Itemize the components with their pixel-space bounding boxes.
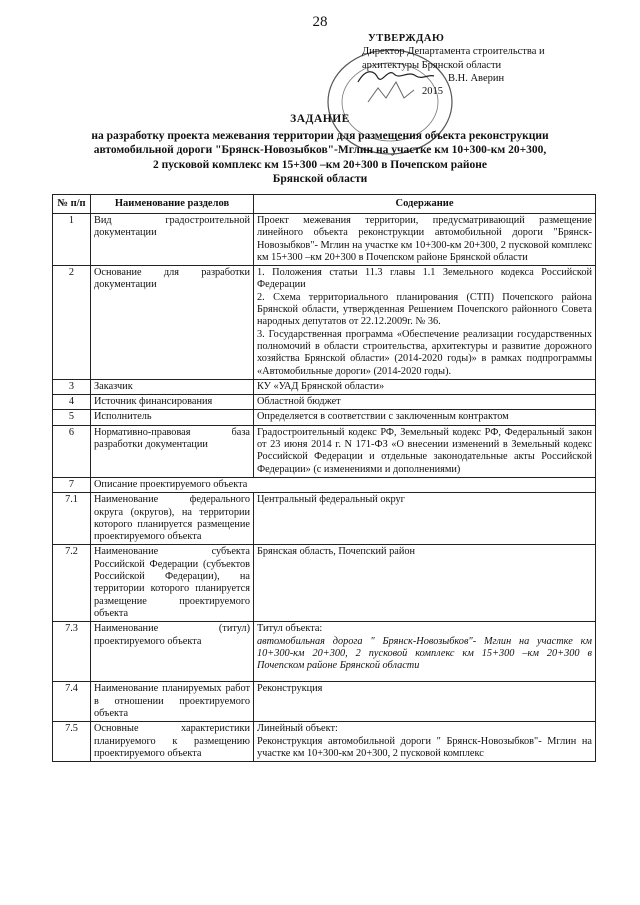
header-number: № п/п [53,195,91,214]
row-number: 7.3 [53,622,91,682]
row-section-name: Исполнитель [91,410,254,425]
row-section-name: Основание для разработки документации [91,266,254,380]
row-number: 3 [53,379,91,394]
row-content [254,622,596,682]
content-paragraph: КУ «УАД Брянской области» [257,380,385,392]
approval-block [362,32,592,98]
table-row [53,395,596,410]
header-content: Содержание [254,195,596,214]
row-number: 4 [53,395,91,410]
table-row [53,266,596,380]
handwritten-signature [356,66,436,86]
row-content [254,722,596,762]
row-section-name: Описание проектируемого объекта [91,477,596,492]
row-section-name: Источник финансирования [91,395,254,410]
content-paragraph: Титул объекта: [257,623,323,635]
row-number: 7 [53,477,91,492]
title-heading: ЗАДАНИЕ [290,113,350,125]
signature-line [362,72,592,85]
approval-position-line1: Директор Департамента строительства и [362,46,545,58]
content-paragraph: Реконструкция [257,683,323,695]
row-content [254,266,596,380]
row-section-name: Наименование планируемых работ в отношении проектируемого объекта [91,682,254,722]
row-content [254,379,596,394]
row-content [254,545,596,622]
content-paragraph: Областной бюджет [257,396,341,408]
document-title [70,112,570,187]
content-paragraph: Определяется в соответствии с заключенным контрактом [257,411,509,423]
table-row [53,622,596,682]
content-paragraph: автомобильная дорога " Брянск-Новозыбков"- Мглин на участке км 10+300-км 20+300, 2 пусковой комплекс км 15+300 –км 20+300 в Почепском районе Брянской области [257,635,592,672]
title-line: Брянской области [272,173,368,186]
date-line [362,85,592,98]
row-content [254,682,596,722]
row-section-name: Наименование федерального округа (округов), на территории которого планируется размещение проектируемого объекта [91,493,254,545]
row-content [254,395,596,410]
row-section-name: Заказчик [91,379,254,394]
table-header-row [53,195,596,214]
content-paragraph: 1. Положения статьи 11.3 главы 1.1 Земельного кодекса Российской Федерации [257,267,592,291]
header-section-name: Наименование разделов [91,195,254,214]
content-paragraph: Реконструкция автомобильной дороги " Брянск-Новозыбков"- Мглин на участке км 10+300-км 20+300, 2 пусковой комплекс [257,735,592,759]
approval-position-line2: архитектуры Брянской области [362,59,502,71]
row-section-name: Нормативно-правовая база разработки документации [91,425,254,477]
row-number: 7.2 [53,545,91,622]
title-line: на разработку проекта межевания территории для размещения объекта реконструкции [91,129,549,142]
table-row [53,477,596,492]
row-number: 7.4 [53,682,91,722]
row-number: 7.5 [53,722,91,762]
page-number: 28 [312,14,328,30]
title-line: автомобильной дороги "Брянск-Новозыбков"-Мглин на участке км 10+300-км 20+300, [93,144,547,157]
row-section-name: Основные характеристики планируемого к размещению проектируемого объекта [91,722,254,762]
content-paragraph: Градостроительный кодекс РФ, Земельный кодекс РФ, Федеральный закон от 23 июня 2014 г. N 171-ФЗ «О внесении изменений в Земельный кодекс Российской Федерации и отдельные законодательные акты Российской Федерации» (с изменениями и дополнениями) [257,426,592,475]
content-paragraph: Центральный федеральный округ [257,494,405,506]
table-row [53,493,596,545]
table-row [53,682,596,722]
content-paragraph: Брянская область, Почепский район [257,546,415,558]
table-row [53,410,596,425]
approval-year: 2015 [422,86,443,98]
title-line: 2 пусковой комплекс км 15+300 –км 20+300 в Почепском районе [153,158,487,171]
table-row [53,545,596,622]
task-table [52,194,596,762]
row-number: 6 [53,425,91,477]
row-content [254,214,596,266]
content-paragraph: Линейный объект: [257,723,338,735]
row-content [254,425,596,477]
row-section-name: Наименование (титул) проектируемого объекта [91,622,254,682]
row-number: 2 [53,266,91,380]
approver-name: В.Н. Аверин [448,73,505,85]
row-number: 5 [53,410,91,425]
row-content [254,410,596,425]
row-section-name: Наименование субъекта Российской Федерации (субъектов Российской Федерации), на территории которого планируется размещение проектируемого объекта [91,545,254,622]
content-paragraph: 2. Схема территориального планирования (СТП) Почепского района Брянской области, утвержденная Решением Почепского районного Совета народных депутатов от 22.12.2009г. № 36. [257,291,592,328]
row-number: 7.1 [53,493,91,545]
row-content [254,493,596,545]
table-row [53,214,596,266]
table-row [53,425,596,477]
row-number: 1 [53,214,91,266]
table-row [53,379,596,394]
content-paragraph: Проект межевания территории, предусматривающий размещение линейного объекта реконструкции автомобильной дороги "Брянск-Новозыбков"- Мглин на участке км 10+300-км 20+300, 2 пусковой комплекс км 15+300 –км 20+300 в Почепском районе Брянской области [257,215,592,263]
approval-word: УТВЕРЖДАЮ [368,33,445,44]
table-row [53,722,596,762]
content-paragraph: 3. Государственная программа «Обеспечение реализации государственных полномочий в области строительства, архитектуры и развитие дорожного хозяйства Брянской области» (2014-2020 годы)» в рамках подпрограммы «Автомобильные дороги» (2014-2020 годы). [257,328,592,377]
row-section-name: Вид градостроительной документации [91,214,254,266]
